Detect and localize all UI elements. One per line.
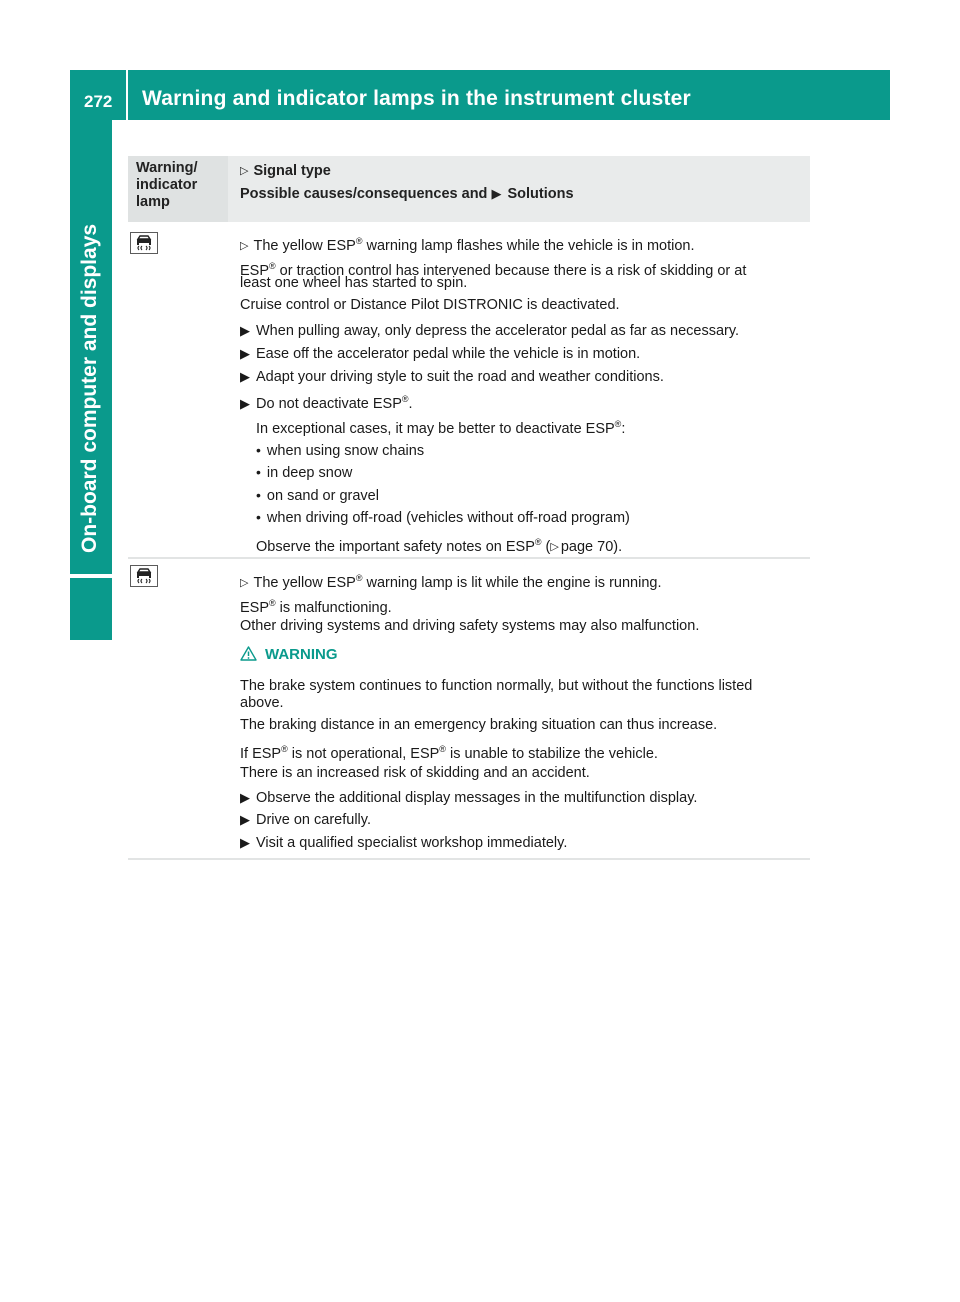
warning-triangle-icon <box>240 646 257 661</box>
registered-mark: ® <box>614 419 622 429</box>
solid-triangle-right-icon: ▶ <box>240 369 250 384</box>
esp-skid-car-icon <box>130 565 158 587</box>
bullet-icon: • <box>256 464 261 480</box>
registered-mark: ® <box>534 537 542 547</box>
list-item <box>256 509 630 527</box>
registered-mark: ® <box>269 261 276 271</box>
hollow-triangle-right-icon: ▷ <box>240 576 249 589</box>
esp-skid-car-icon <box>130 232 158 254</box>
text: The yellow ESP <box>253 237 356 254</box>
causes-label: Possible causes/consequences and <box>240 186 492 202</box>
solid-triangle-right-icon: ▶ <box>240 812 250 827</box>
text: Observe the important safety notes on ESP <box>256 538 535 555</box>
page-title: Warning and indicator lamps in the instrument cluster <box>142 87 691 110</box>
row2-if-esp <box>240 741 658 763</box>
header-divider <box>126 70 128 120</box>
text: in deep snow <box>266 465 353 481</box>
text: . <box>408 395 413 412</box>
header-lamp-line: indicator <box>136 177 198 193</box>
row-separator <box>128 557 810 559</box>
page-ref-icon: ▷ <box>550 540 559 553</box>
bullet-icon: • <box>256 487 261 503</box>
row1-signal <box>240 233 695 255</box>
text: is unable to stabilize the vehicle. <box>445 745 658 762</box>
solid-triangle-right-icon: ▶ <box>240 790 250 805</box>
text: or traction control has intervened because there is a risk of skidding or at <box>275 262 747 279</box>
text: : <box>621 420 626 437</box>
registered-mark: ® <box>355 236 363 246</box>
warning-heading <box>240 646 338 663</box>
text: The yellow ESP <box>253 574 356 591</box>
solid-triangle-right-icon: ▶ <box>240 395 250 411</box>
row2-other: Other driving systems and driving safety systems may also malfunction. <box>240 618 700 634</box>
text: is malfunctioning. <box>275 599 392 616</box>
page-number: 272 <box>84 92 113 111</box>
row2-malfunction <box>240 595 392 617</box>
text: In exceptional cases, it may be better to deactivate ESP <box>256 420 615 437</box>
text: Observe the additional display messages in the multifunction display. <box>256 790 698 806</box>
side-label: On-board computer and displays <box>78 223 101 553</box>
row2-brake-line1: The brake system continues to function normally, but without the functions listed <box>240 678 753 694</box>
text: Drive on carefully. <box>256 812 371 828</box>
registered-mark: ® <box>439 744 446 754</box>
text: Ease off the accelerator pedal while the vehicle is in motion. <box>256 346 641 362</box>
header-lamp-label <box>136 160 197 211</box>
header-bar <box>70 70 890 120</box>
row2-brake-line2: above. <box>240 695 284 711</box>
row1-observe <box>256 534 622 556</box>
row1-step2 <box>240 345 640 363</box>
bullet-icon: • <box>256 442 261 458</box>
row2-step3 <box>240 834 567 852</box>
registered-mark: ® <box>269 598 276 608</box>
text: ( <box>541 538 551 555</box>
row1-exceptional <box>256 416 625 438</box>
solid-triangle-right-icon: ▶ <box>240 835 250 850</box>
row1-cause-line2: least one wheel has started to spin. <box>240 275 468 291</box>
row1-cruise: Cruise control or Distance Pilot DISTRONIC is deactivated. <box>240 297 620 313</box>
registered-mark: ® <box>281 744 288 754</box>
row-separator <box>128 858 810 860</box>
bullet-icon: • <box>256 509 261 525</box>
row2-step1 <box>240 789 697 807</box>
row1-step3 <box>240 368 664 386</box>
row2-braking-distance: The braking distance in an emergency braking situation can thus increase. <box>240 717 718 733</box>
list-item <box>256 442 424 460</box>
header-signal-type <box>240 163 331 179</box>
text: Adapt your driving style to suit the road and weather conditions. <box>256 369 664 385</box>
text: Visit a qualified specialist workshop immediately. <box>256 835 568 851</box>
hollow-triangle-right-icon: ▷ <box>240 239 249 252</box>
text: warning lamp is lit while the engine is running. <box>362 574 662 591</box>
text: when using snow chains <box>266 443 425 459</box>
side-tab-gap <box>70 574 112 578</box>
list-item <box>256 487 379 505</box>
solid-triangle-right-icon: ▶ <box>240 346 250 361</box>
solid-triangle-right-icon: ▶ <box>240 323 250 338</box>
page-ref-link[interactable]: page 70). <box>560 538 623 555</box>
text: If ESP <box>240 745 282 762</box>
header-lamp-line: lamp <box>136 194 170 210</box>
signal-type-label: Signal type <box>253 163 331 179</box>
text: on sand or gravel <box>266 488 379 504</box>
warning-label: WARNING <box>265 646 338 663</box>
row2-signal <box>240 570 662 592</box>
text: warning lamp flashes while the vehicle is in motion. <box>362 237 695 254</box>
row2-risk: There is an increased risk of skidding and an accident. <box>240 765 590 781</box>
text: when driving off-road (vehicles without off-road program) <box>266 510 630 526</box>
list-item <box>256 464 352 482</box>
text: ESP <box>240 262 270 279</box>
text: ESP <box>240 599 270 616</box>
row1-step4 <box>240 391 413 413</box>
solutions-label: Solutions <box>507 186 574 202</box>
registered-mark: ® <box>355 573 363 583</box>
header-causes <box>240 186 574 202</box>
row1-step1 <box>240 322 739 340</box>
registered-mark: ® <box>401 394 409 404</box>
header-lamp-line: Warning/ <box>136 160 198 176</box>
solid-triangle-right-icon: ▶ <box>491 186 502 201</box>
text: When pulling away, only depress the accelerator pedal as far as necessary. <box>256 323 740 339</box>
row2-step2 <box>240 811 371 829</box>
text: is not operational, ESP <box>287 745 440 762</box>
hollow-triangle-right-icon: ▷ <box>240 165 249 177</box>
text: Do not deactivate ESP <box>256 395 402 412</box>
